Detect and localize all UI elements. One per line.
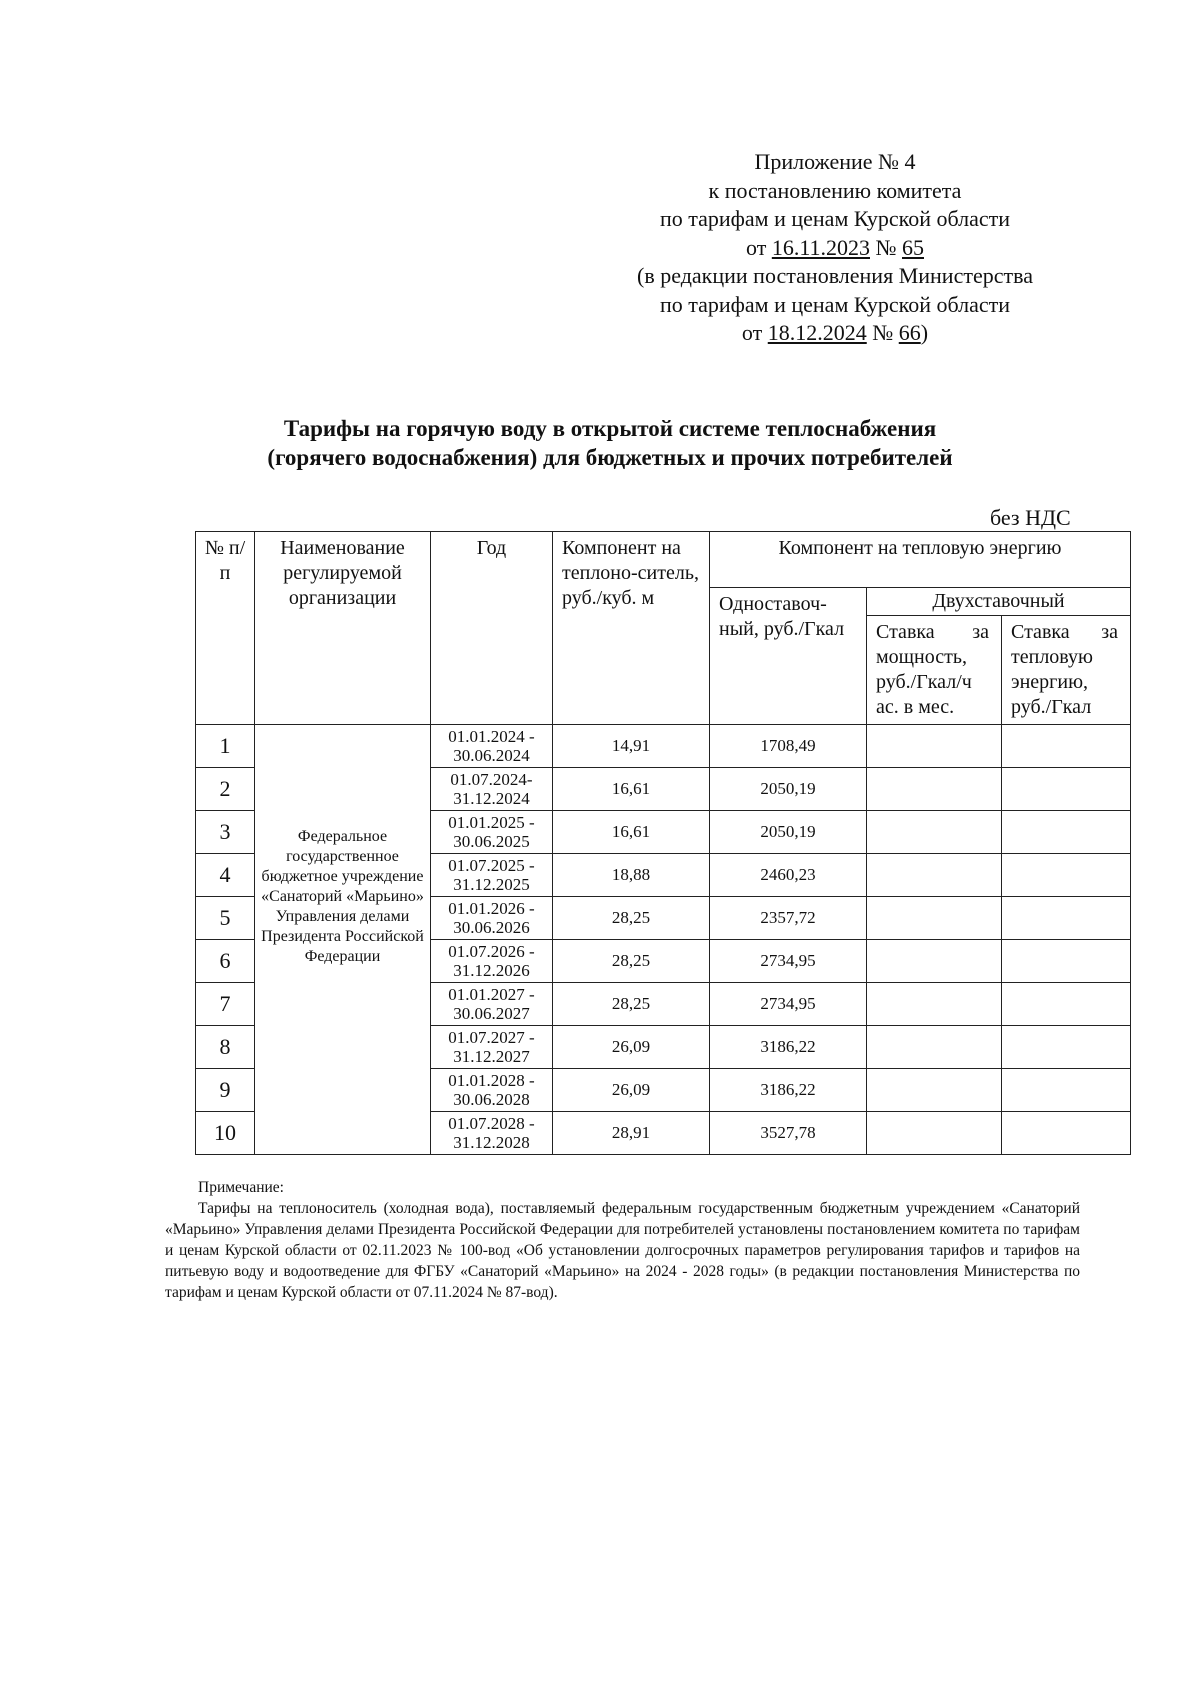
header-capacity-rate: [867, 616, 1002, 725]
note-text: Тарифы на теплоноситель (холодная вода), поставляемый федеральным государственным бюджетным учреждением «Санаторий «Марьино» Управления делами Президента Российской Федерации для потребителей установлены постановлением комитета по тарифам и ценам Курской области от 02.11.2023 № 100-вод «Об установлении долгосрочных параметров регулирования тарифов и тарифов на питьевую воду и водоотведение для ФГБУ «Санаторий «Марьино» на 2024 - 2028 годы» (в редакции постановления Министерства по тарифам и ценам Курской области от 07.11.2024 № 87-вод).: [165, 1200, 1080, 1301]
appendix-line-2: к постановлению комитета: [708, 177, 962, 203]
row-energy-value: [1002, 983, 1131, 1026]
appendix-from-2: от: [741, 320, 763, 345]
row-one-rate-value: 2734,95: [710, 940, 867, 983]
row-one-rate-value: 2050,19: [710, 811, 867, 854]
row-capacity-value: [867, 983, 1002, 1026]
header-one-rate: Одноставоч-ный, руб./Гкал: [710, 588, 867, 725]
appendix-close-paren: ): [920, 320, 929, 345]
appendix-from-1: от: [745, 234, 767, 260]
appendix-line-1: Приложение № 4: [754, 149, 916, 174]
vat-note: без НДС: [990, 505, 1071, 530]
row-energy-value: [1002, 768, 1131, 811]
header-energy-rate-rest: тепловую энергию, руб./Гкал: [1011, 646, 1094, 718]
row-period: 01.07.2026 - 31.12.2026: [431, 940, 553, 983]
row-number: 5: [196, 897, 255, 940]
header-two-rate: Двухставочный: [867, 588, 1131, 616]
row-number: 1: [196, 725, 255, 768]
appendix-number-2: 66: [898, 320, 921, 345]
table-row: [196, 725, 1131, 768]
header-capacity-rate-rest: мощность, руб./Гкал/ч ас. в мес.: [876, 646, 972, 718]
row-carrier-value: 26,09: [553, 1026, 710, 1069]
row-one-rate-value: 2050,19: [710, 768, 867, 811]
row-one-rate-value: 3527,78: [710, 1112, 867, 1155]
row-energy-value: [1002, 854, 1131, 897]
row-carrier-value: 28,25: [553, 983, 710, 1026]
row-number: 3: [196, 811, 255, 854]
row-energy-value: [1002, 1069, 1131, 1112]
row-carrier-value: 28,25: [553, 940, 710, 983]
row-energy-value: [1002, 1112, 1131, 1155]
document-title: [150, 414, 1070, 472]
row-capacity-value: [867, 768, 1002, 811]
header-carrier-component: Компонент на теплоно-ситель, руб./куб. м: [553, 532, 710, 725]
row-period: 01.07.2025 - 31.12.2025: [431, 854, 553, 897]
row-period: 01.07.2024- 31.12.2024: [431, 768, 553, 811]
row-carrier-value: 26,09: [553, 1069, 710, 1112]
row-one-rate-value: 3186,22: [710, 1069, 867, 1112]
row-energy-value: [1002, 940, 1131, 983]
appendix-line-7: [600, 319, 1070, 348]
row-capacity-value: [867, 1026, 1002, 1069]
row-period: 01.07.2027 - 31.12.2027: [431, 1026, 553, 1069]
row-number: 7: [196, 983, 255, 1026]
row-period: 01.01.2026 - 30.06.2026: [431, 897, 553, 940]
row-capacity-value: [867, 854, 1002, 897]
tariff-table: [195, 531, 1131, 1155]
appendix-line-4: [600, 234, 1070, 263]
row-period: 01.01.2027 - 30.06.2027: [431, 983, 553, 1026]
row-capacity-value: [867, 1112, 1002, 1155]
row-one-rate-value: 2460,23: [710, 854, 867, 897]
header-capacity-rate-za: за: [972, 621, 989, 643]
row-carrier-value: 28,91: [553, 1112, 710, 1155]
row-carrier-value: 16,61: [553, 811, 710, 854]
header-energy-rate-word: Ставка: [1011, 621, 1070, 643]
row-energy-value: [1002, 897, 1131, 940]
row-energy-value: [1002, 811, 1131, 854]
row-carrier-value: 18,88: [553, 854, 710, 897]
appendix-date-1: 16.11.2023: [771, 234, 870, 260]
row-energy-value: [1002, 725, 1131, 768]
row-one-rate-value: 1708,49: [710, 725, 867, 768]
appendix-no-sign-2: №: [872, 320, 894, 345]
row-number: 4: [196, 854, 255, 897]
row-capacity-value: [867, 1069, 1002, 1112]
row-period: 01.01.2025 - 30.06.2025: [431, 811, 553, 854]
organization-name: Федеральное государственное бюджетное учреждение «Санаторий «Марьино» Управления делами Президента Российской Федерации: [255, 725, 431, 1155]
appendix-line-6: по тарифам и ценам Курской области: [659, 291, 1011, 317]
row-capacity-value: [867, 811, 1002, 854]
row-number: 8: [196, 1026, 255, 1069]
appendix-line-5: (в редакции постановления Министерства: [637, 263, 1033, 288]
row-number: 6: [196, 940, 255, 983]
appendix-no-sign-1: №: [875, 234, 897, 260]
row-capacity-value: [867, 725, 1002, 768]
title-line-2: (горячего водоснабжения) для бюджетных и прочих потребителей: [267, 445, 953, 470]
row-carrier-value: 14,91: [553, 725, 710, 768]
header-year: Год: [431, 532, 553, 725]
note-block: [165, 1177, 1080, 1303]
appendix-number-1: 65: [902, 234, 924, 260]
row-one-rate-value: 2734,95: [710, 983, 867, 1026]
title-line-1: Тарифы на горячую воду в открытой системе теплоснабжения: [283, 416, 937, 441]
header-energy-rate: [1002, 616, 1131, 725]
row-capacity-value: [867, 940, 1002, 983]
header-organization: Наименование регулируемой организации: [255, 532, 431, 725]
header-num: № п/п: [196, 532, 255, 725]
header-energy-rate-za: за: [1101, 621, 1119, 643]
row-number: 9: [196, 1069, 255, 1112]
row-number: 2: [196, 768, 255, 811]
note-heading: Примечание:: [198, 1179, 284, 1196]
appendix-date-2: 18.12.2024: [767, 320, 867, 345]
header-heat-component: Компонент на тепловую энергию: [710, 532, 1131, 588]
appendix-line-3: по тарифам и ценам Курской области: [659, 206, 1011, 231]
row-carrier-value: 28,25: [553, 897, 710, 940]
row-carrier-value: 16,61: [553, 768, 710, 811]
row-capacity-value: [867, 897, 1002, 940]
row-one-rate-value: 3186,22: [710, 1026, 867, 1069]
row-energy-value: [1002, 1026, 1131, 1069]
appendix-block: [600, 148, 1070, 348]
row-period: 01.07.2028 - 31.12.2028: [431, 1112, 553, 1155]
header-capacity-rate-word: Ставка: [876, 621, 935, 643]
row-period: 01.01.2024 - 30.06.2024: [431, 725, 553, 768]
row-period: 01.01.2028 - 30.06.2028: [431, 1069, 553, 1112]
row-number: 10: [196, 1112, 255, 1155]
row-one-rate-value: 2357,72: [710, 897, 867, 940]
